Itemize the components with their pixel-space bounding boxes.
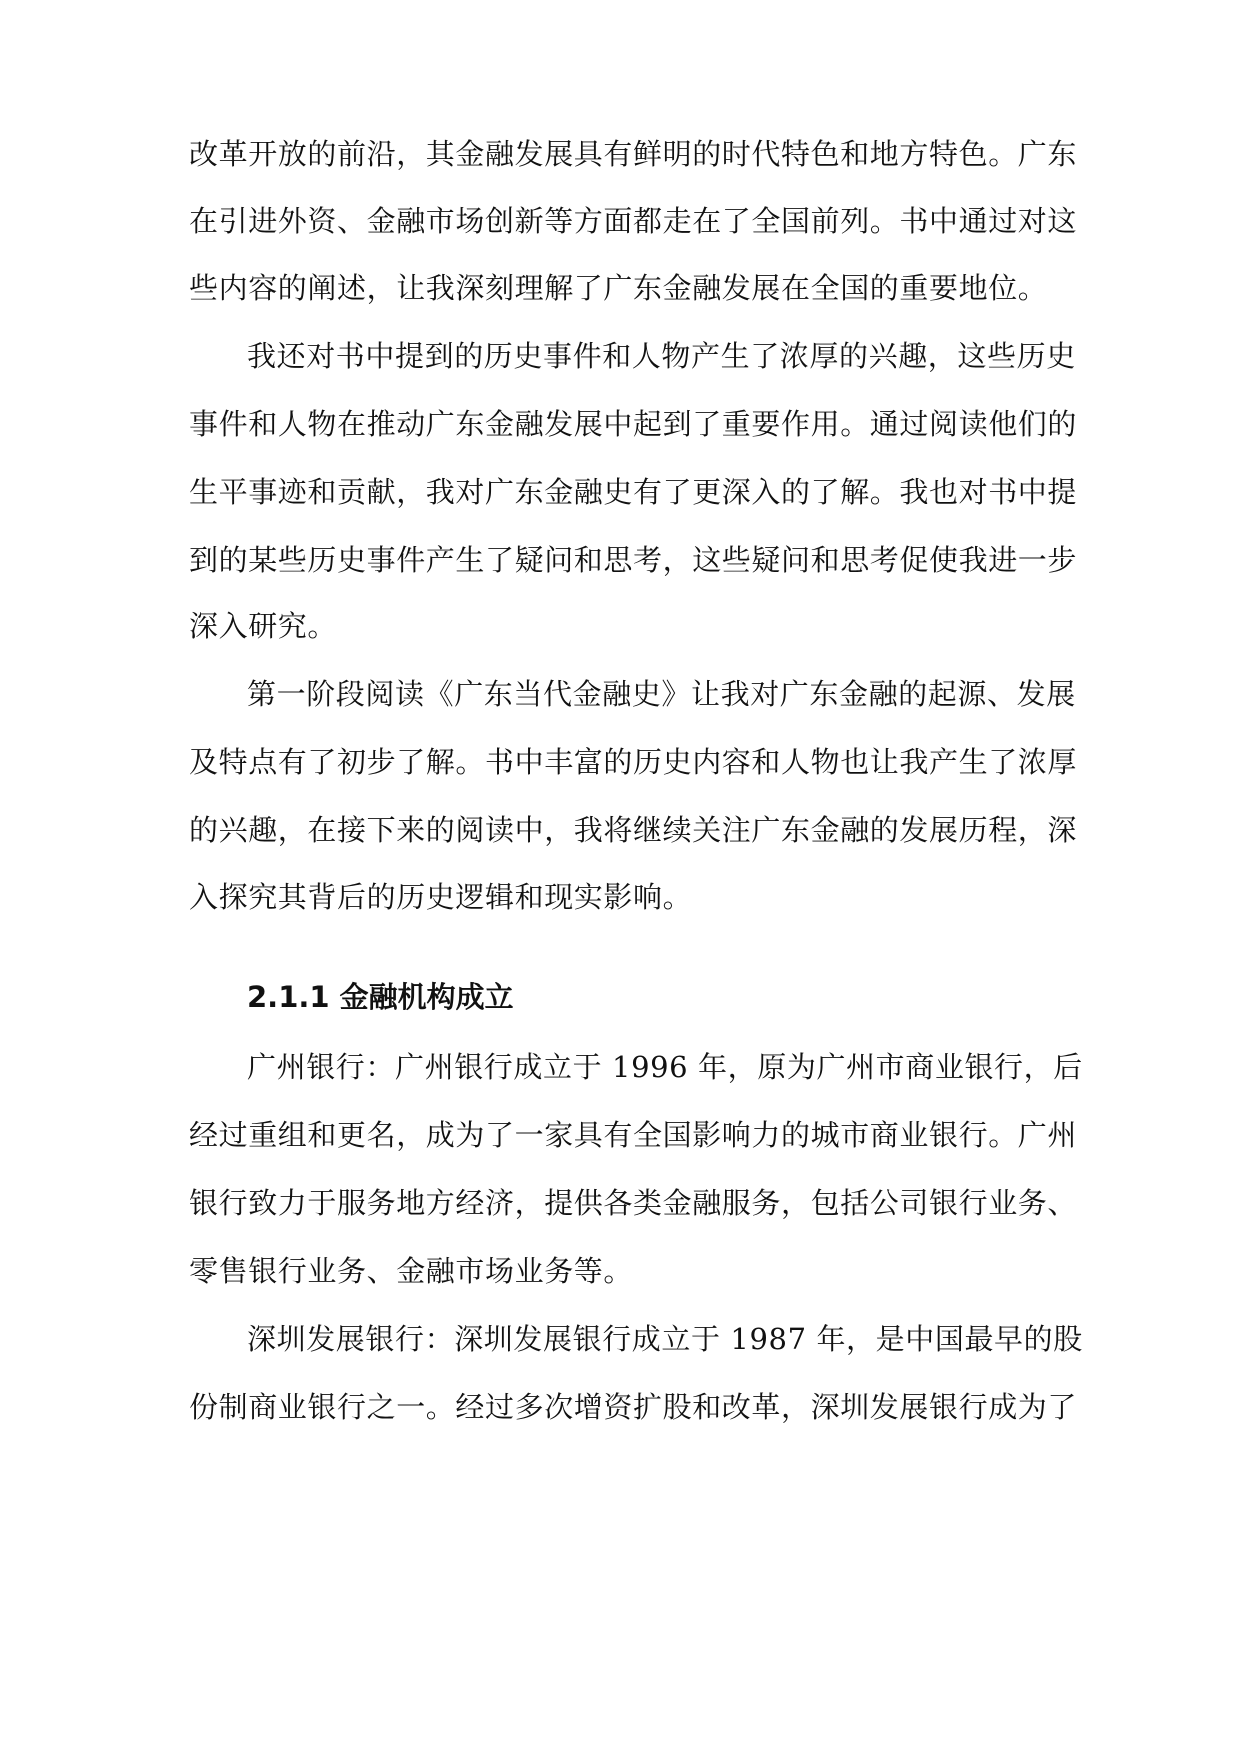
section-heading: 2.1.1 金融机构成立 (247, 980, 514, 1014)
paragraph-3-line-3: 的兴趣，在接下来的阅读中，我将继续关注广东金融的发展历程，深 (189, 813, 1078, 847)
paragraph-5-line-2: 份制商业银行之一。经过多次增资扩股和改革，深圳发展银行成为了 (189, 1390, 1078, 1424)
paragraph-3-line-1: 第一阶段阅读《广东当代金融史》让我对广东金融的起源、发展 (247, 677, 1076, 711)
paragraph-2-line-2: 事件和人物在推动广东金融发展中起到了重要作用。通过阅读他们的 (189, 407, 1078, 441)
paragraph-2-line-3: 生平事迹和贡献，我对广东金融史有了更深入的了解。我也对书中提 (189, 475, 1078, 509)
paragraph-3-line-4: 入探究其背后的历史逻辑和现实影响。 (189, 880, 693, 914)
paragraph-1-line-1: 改革开放的前沿，其金融发展具有鲜明的时代特色和地方特色。广东 (189, 137, 1078, 171)
paragraph-1-line-3: 些内容的阐述，让我深刻理解了广东金融发展在全国的重要地位。 (189, 271, 1048, 305)
paragraph-4-line-1: 广州银行：广州银行成立于 1996 年，原为广州市商业银行，后 (247, 1050, 1083, 1084)
paragraph-2-line-1: 我还对书中提到的历史事件和人物产生了浓厚的兴趣，这些历史 (247, 339, 1076, 373)
paragraph-4-line-2: 经过重组和更名，成为了一家具有全国影响力的城市商业银行。广州 (189, 1118, 1078, 1152)
paragraph-1-line-2: 在引进外资、金融市场创新等方面都走在了全国前列。书中通过对这 (189, 204, 1078, 238)
paragraph-2-line-4: 到的某些历史事件产生了疑问和思考，这些疑问和思考促使我进一步 (189, 543, 1078, 577)
paragraph-2-line-5: 深入研究。 (189, 609, 338, 643)
paragraph-3-line-2: 及特点有了初步了解。书中丰富的历史内容和人物也让我产生了浓厚 (189, 745, 1078, 779)
paragraph-5-line-1: 深圳发展银行：深圳发展银行成立于 1987 年，是中国最早的股 (247, 1322, 1083, 1356)
paragraph-4-line-4: 零售银行业务、金融市场业务等。 (189, 1254, 634, 1288)
paragraph-4-line-3: 银行致力于服务地方经济，提供各类金融服务，包括公司银行业务、 (189, 1186, 1078, 1220)
